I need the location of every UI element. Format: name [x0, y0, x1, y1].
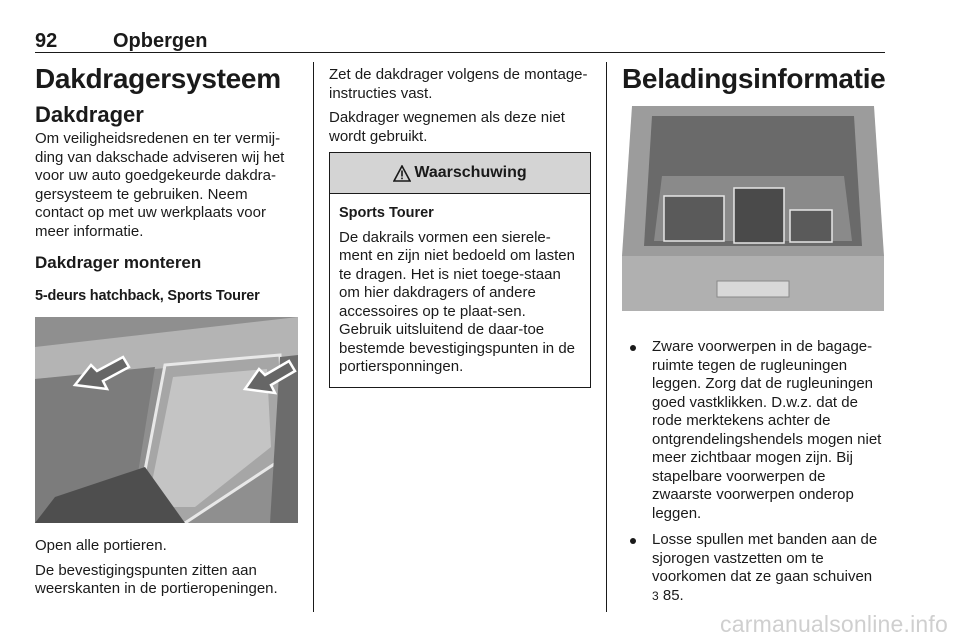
warning-header: [330, 153, 590, 194]
subsection-title: Dakdrager: [35, 102, 144, 127]
list-item: [622, 338, 886, 523]
door-opening-illustration: [35, 317, 298, 523]
running-title: Opbergen: [113, 30, 208, 52]
warning-body: [330, 194, 590, 387]
cross-reference-icon: 3: [652, 588, 659, 603]
warning-subheading: Sports Tourer: [339, 205, 434, 221]
column-1: [35, 62, 300, 605]
page-header: [35, 30, 885, 53]
list-item: [622, 531, 886, 605]
mount-heading: Dakdrager monteren: [35, 253, 202, 272]
section-title: Dakdragersysteem: [35, 63, 281, 94]
warning-text: De dakrails vormen een sierele-ment en zijn niet bedoeld om lasten te dragen. Het is niet toege-staan om hier dakdragers of andere accessoires op te plaat-sen. Gebruik uitsluitend de daar-toe bestemde bevestigingspunten in de portiersponningen.: [339, 228, 576, 375]
column-divider-right: [606, 62, 607, 612]
bullet-icon: [630, 345, 636, 351]
column-3: [622, 62, 886, 613]
mount-instructions: Zet de dakdrager volgens de montage-instructies vast.: [329, 66, 588, 102]
bullet-icon: [630, 538, 636, 544]
column-2: [329, 66, 591, 388]
loading-tips-list: [622, 338, 886, 605]
loading-section-title: Beladingsinformatie: [622, 63, 886, 94]
list-item-text: Zware voorwerpen in de bagage-ruimte tegen de rugleuningen leggen. Zorg dat de rugleuningen goed vastklikken. D.w.z. dat de rode merktekens achter de ontgrendelingshendels mogen niet meer zichtbaar mogen zijn. Bij stapelbare voorwerpen de zwaarste voorwerpen onderop leggen.: [652, 338, 882, 522]
page-number: 92: [35, 30, 58, 52]
warning-title: Waarschuwing: [414, 164, 527, 181]
step-mount-points: De bevestigingspunten zitten aan weerskanten in de portieropeningen.: [35, 561, 278, 597]
cross-reference-page[interactable]: 85.: [658, 586, 684, 604]
warning-box: [329, 152, 591, 388]
step-open-doors: Open alle portieren.: [35, 537, 167, 554]
variant-heading: 5-deurs hatchback, Sports Tourer: [35, 288, 260, 304]
cargo-area-illustration: [622, 106, 884, 316]
column-divider-left: [313, 62, 314, 612]
intro-paragraph: Om veiligheidsredenen en ter vermij-ding van dakschade adviseren wij het voor uw auto goedgekeurde dakdra-gersysteem te gebruiken. Neem contact op met uw werkplaats voor meer informatie.: [35, 130, 285, 240]
warning-triangle-icon: [393, 165, 411, 182]
remove-instructions: Dakdrager wegnemen als deze niet wordt gebruikt.: [329, 109, 565, 145]
watermark: carmanualsonline.info: [720, 611, 948, 637]
list-item-text: Losse spullen met banden aan de sjorogen vastzetten om te voorkomen dat ze gaan schuiven: [652, 531, 878, 585]
